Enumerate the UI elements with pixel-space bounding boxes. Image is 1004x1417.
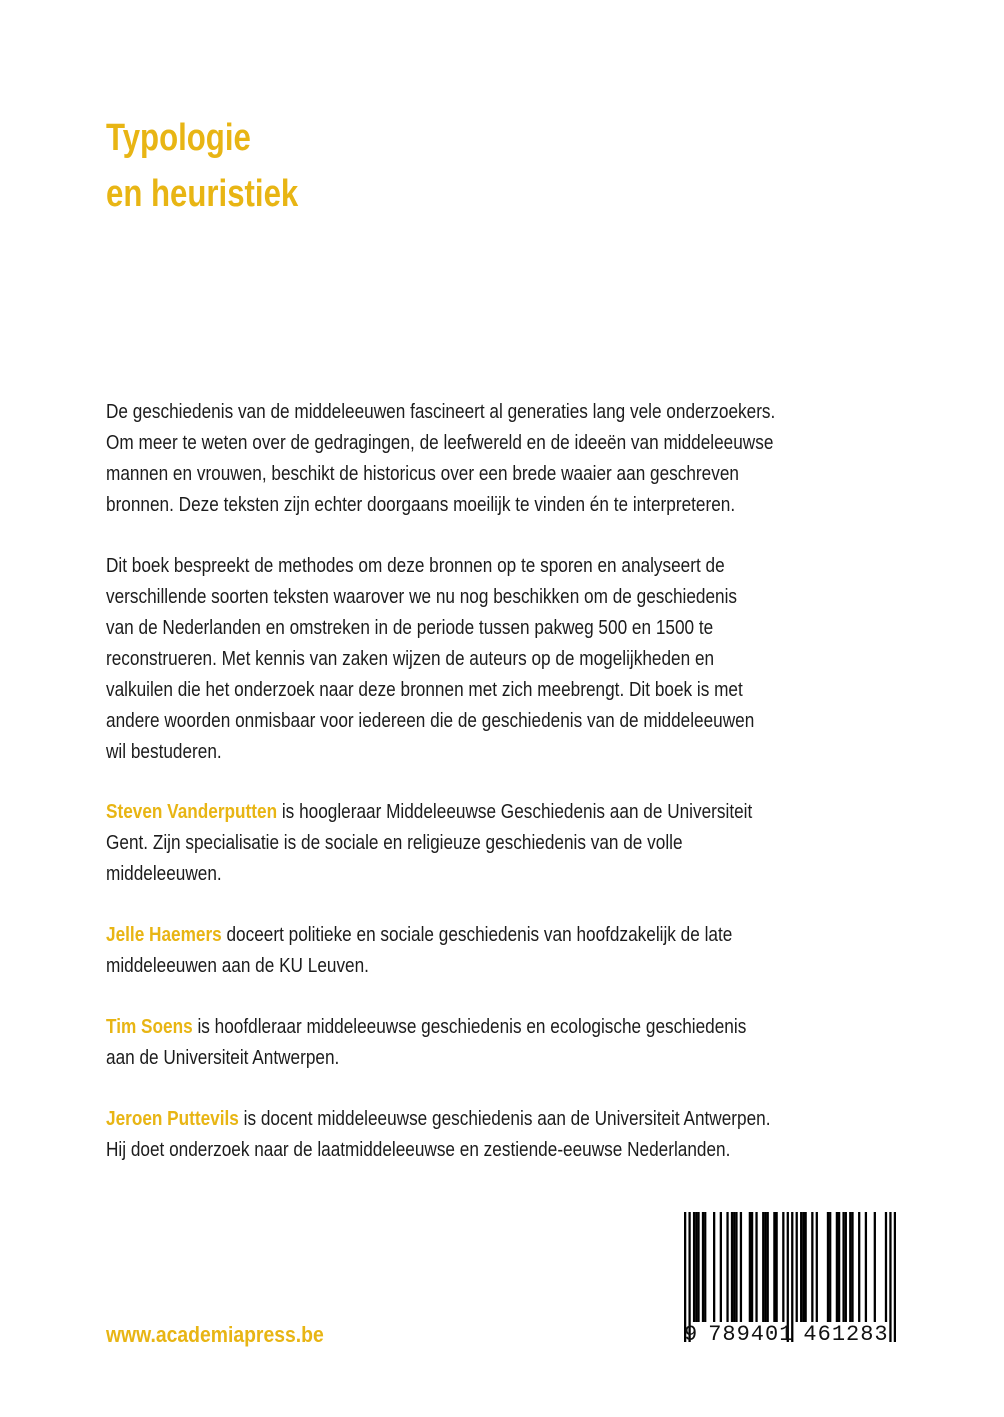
barcode-bar xyxy=(889,1212,891,1342)
barcode-bar xyxy=(816,1212,818,1322)
author-bio-line: middeleeuwen. xyxy=(106,863,222,885)
barcode-bar xyxy=(858,1212,860,1322)
intro-line: mannen en vrouwen, beschikt de historicus over een brede waaier aan geschreven xyxy=(106,463,739,485)
barcode-bar xyxy=(836,1212,838,1322)
barcode-bar xyxy=(851,1212,853,1322)
barcode-bar xyxy=(733,1212,735,1322)
barcode-bar xyxy=(773,1212,775,1322)
barcode-bar xyxy=(755,1212,757,1322)
barcode-bar xyxy=(720,1212,722,1322)
barcode-bar xyxy=(697,1212,699,1322)
barcode-bar xyxy=(695,1212,697,1322)
description-line: Dit boek bespreekt de methodes om deze bronnen op te sporen en analyseert de xyxy=(106,555,725,577)
barcode-bar xyxy=(865,1212,867,1322)
isbn-group-1: 789401 xyxy=(708,1322,794,1347)
author-name: Steven Vanderputten xyxy=(106,801,278,823)
author-bio-line xyxy=(106,1012,811,1043)
author-name: Tim Soens xyxy=(106,1016,193,1038)
barcode-bar xyxy=(751,1212,753,1322)
barcode-bar xyxy=(731,1212,733,1322)
publisher-website-link[interactable]: www.academiapress.be xyxy=(106,1322,324,1347)
barcode-bar xyxy=(702,1212,704,1322)
author-bio-line: aan de Universiteit Antwerpen. xyxy=(106,1047,340,1069)
intro-line: Om meer te weten over de gedragingen, de leefwereld en de ideeën van middeleeuwse xyxy=(106,432,774,454)
barcode-bar xyxy=(735,1212,737,1322)
book-title xyxy=(106,110,298,222)
title-line-2: en heuristiek xyxy=(106,173,299,215)
description-line: andere woorden onmisbaar voor iedereen die de geschiedenis van de middeleeuwen xyxy=(106,710,755,732)
barcode-bar xyxy=(829,1212,831,1322)
barcode-bar xyxy=(849,1212,851,1322)
description-line: van de Nederlanden en omstreken in de periode tussen pakweg 500 en 1500 te xyxy=(106,617,714,639)
barcode-bar xyxy=(885,1212,887,1322)
author-name: Jeroen Puttevils xyxy=(106,1108,239,1130)
author-bio-text: is hoofdleraar middeleeuwse geschiedenis en ecologische geschiedenis xyxy=(192,1016,747,1038)
author-bio-soens xyxy=(106,1012,811,1074)
author-bio-vanderputten xyxy=(106,797,811,890)
barcode-bar xyxy=(796,1212,798,1322)
barcode-bar xyxy=(782,1212,784,1322)
intro-paragraph xyxy=(106,397,811,521)
isbn-digits xyxy=(684,1322,889,1347)
barcode-bar xyxy=(805,1212,807,1322)
barcode-bar xyxy=(693,1212,695,1322)
author-bio-line xyxy=(106,797,811,828)
barcode-bar xyxy=(894,1212,896,1342)
barcode-bar xyxy=(802,1212,804,1322)
isbn-group-2: 461283 xyxy=(803,1322,889,1347)
title-line-1: Typologie xyxy=(106,117,251,159)
intro-line: bronnen. Deze teksten zijn echter doorgaans moeilijk te vinden én te interpreteren. xyxy=(106,494,736,516)
author-bio-line: middeleeuwen aan de KU Leuven. xyxy=(106,955,369,977)
intro-line: De geschiedenis van de middeleeuwen fascineert al generaties lang vele onderzoekers. xyxy=(106,401,776,423)
barcode-bar xyxy=(749,1212,751,1322)
barcode-bar xyxy=(838,1212,840,1322)
author-name: Jelle Haemers xyxy=(106,924,222,946)
barcode-bar xyxy=(762,1212,764,1322)
author-bio-puttevils xyxy=(106,1104,811,1166)
author-bio-text: is hoogleraar Middeleeuwse Geschiedenis aan de Universiteit xyxy=(277,801,753,823)
description-line: wil bestuderen. xyxy=(106,741,222,763)
barcode-bar xyxy=(767,1212,769,1322)
barcode-bar xyxy=(713,1212,715,1322)
barcode-bar xyxy=(811,1212,813,1322)
author-bio-line: Gent. Zijn specialisatie is de sociale en religieuze geschiedenis van de volle xyxy=(106,832,683,854)
description-line: valkuilen die het onderzoek naar deze bronnen met zich meebrengt. Dit boek is met xyxy=(106,679,743,701)
barcode-bar xyxy=(764,1212,766,1322)
author-bio-text: is docent middeleeuwse geschiedenis aan de Universiteit Antwerpen. xyxy=(238,1108,771,1130)
barcode-bar xyxy=(827,1212,829,1322)
barcode-bar xyxy=(874,1212,876,1322)
author-bio-line xyxy=(106,920,811,951)
author-bio-line xyxy=(106,1104,811,1135)
barcode-bar xyxy=(704,1212,706,1322)
description-line: reconstrueren. Met kennis van zaken wijzen de auteurs op de mogelijkheden en xyxy=(106,648,715,670)
barcode-bar xyxy=(726,1212,728,1322)
barcode-bar xyxy=(740,1212,742,1322)
author-bio-haemers xyxy=(106,920,811,982)
barcode-bar xyxy=(842,1212,844,1322)
author-bio-line: Hij doet onderzoek naar de laatmiddeleeuwse en zestiende-eeuwse Nederlanden. xyxy=(106,1139,731,1161)
description-line: verschillende soorten teksten waarover we nu nog beschikken om de geschiedenis xyxy=(106,586,738,608)
isbn-lead-digit: 9 xyxy=(684,1322,699,1347)
barcode-bar xyxy=(845,1212,847,1322)
author-bio-text: doceert politieke en sociale geschiedenis van hoofdzakelijk de late xyxy=(221,924,733,946)
description-paragraph xyxy=(106,551,811,768)
barcode-bar xyxy=(800,1212,802,1322)
barcode-bar xyxy=(775,1212,777,1322)
